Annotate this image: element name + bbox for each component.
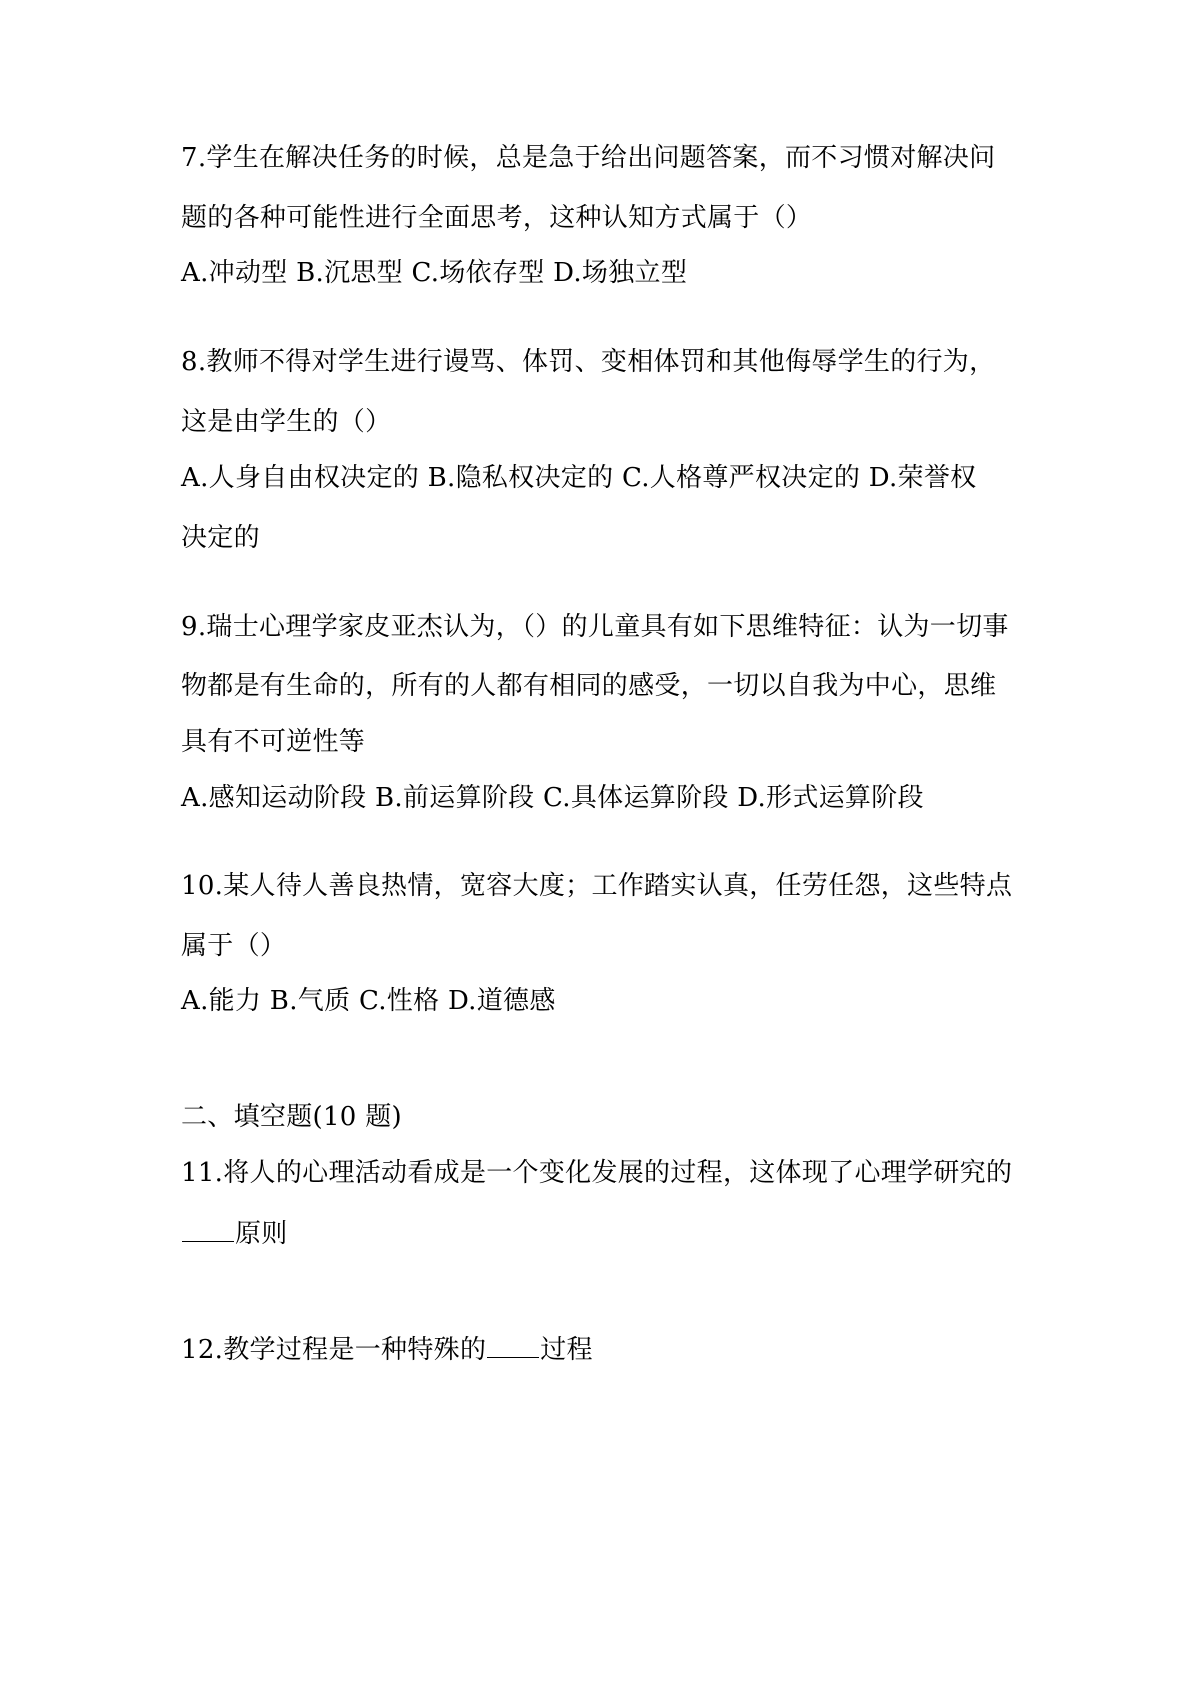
q9-stem-line-3: 具有不可逆性等	[181, 727, 366, 757]
q8-stem-line-2: 这是由学生的（）	[181, 407, 392, 437]
q10-options: A.能力 B.气质 C.性格 D.道德感	[181, 986, 556, 1016]
q7-stem-line-2: 题的各种可能性进行全面思考，这种认知方式属于（）	[181, 203, 813, 233]
q9-options: A.感知运动阶段 B.前运算阶段 C.具体运算阶段 D.形式运算阶段	[181, 783, 924, 813]
q7-stem-line-1: 7.学生在解决任务的时候，总是急于给出问题答案，而不习惯对解决问	[181, 143, 996, 173]
q11-stem-line-2	[181, 1217, 1021, 1250]
q10-stem-line-2: 属于（）	[181, 931, 287, 961]
q9-stem-line-2: 物都是有生命的，所有的人都有相同的感受，一切以自我为中心，思维	[181, 671, 997, 701]
q8-options-line-2: 决定的	[181, 523, 260, 553]
q12-prefix: 12.教学过程是一种特殊的	[181, 1335, 487, 1365]
q8-options-line-1: A.人身自由权决定的 B.隐私权决定的 C.人格尊严权决定的 D.荣誉权	[181, 463, 977, 493]
q7-options: A.冲动型 B.沉思型 C.场依存型 D.场独立型	[181, 258, 688, 288]
q11-answer-blank[interactable]	[182, 1217, 234, 1242]
section-2-title: 二、填空题(10 题)	[181, 1102, 402, 1132]
q11-suffix: 原则	[235, 1219, 288, 1249]
q11-stem-line-1: 11.将人的心理活动看成是一个变化发展的过程，这体现了心理学研究的	[181, 1158, 1013, 1188]
q10-stem-line-1: 10.某人待人善良热情，宽容大度；工作踏实认真，任劳任怨，这些特点	[181, 871, 1013, 901]
q9-stem-line-1: 9.瑞士心理学家皮亚杰认为，（）的儿童具有如下思维特征：认为一切事	[181, 612, 1009, 642]
q12-suffix: 过程	[540, 1335, 593, 1365]
q12-answer-blank[interactable]	[487, 1333, 539, 1358]
q8-stem-line-1: 8.教师不得对学生进行谩骂、体罚、变相体罚和其他侮辱学生的行为，	[181, 347, 996, 377]
q12-stem	[181, 1333, 1021, 1366]
